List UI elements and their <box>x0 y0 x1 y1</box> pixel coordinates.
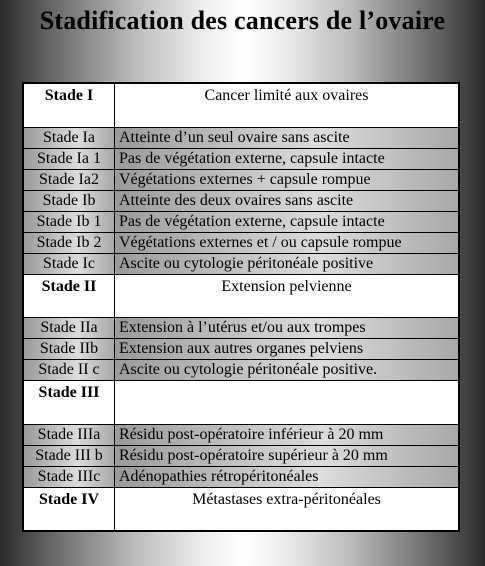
stage-description: Résidu post-opératoire supérieur à 20 mm <box>115 445 460 466</box>
stage-sub-row <box>23 338 459 359</box>
stage-description: Végétations externes et / ou capsule rompue <box>115 232 460 253</box>
stage-label: Stade IIa <box>23 317 115 338</box>
stage-label: Stade Ia <box>23 127 115 148</box>
stage-description: Ascite ou cytologie péritonéale positive. <box>115 359 460 380</box>
stage-sub-row <box>23 253 459 274</box>
stage-label: Stade IIIc <box>23 466 115 487</box>
stage-sub-row <box>23 127 459 148</box>
staging-table-body <box>23 83 459 531</box>
stage-label: Stade Ib <box>23 190 115 211</box>
stage-sub-row <box>23 211 459 232</box>
stage-description: Atteinte des deux ovaires sans ascite <box>115 190 460 211</box>
stage-sub-row <box>23 148 459 169</box>
stage-header-row <box>23 380 459 424</box>
stage-description: Adénopathies rétropéritonéales <box>115 466 460 487</box>
stage-description: Résidu post-opératoire inférieur à 20 mm <box>115 424 460 445</box>
stage-description: Pas de végétation externe, capsule intacte <box>115 211 460 232</box>
stage-label: Stade Ib 2 <box>23 232 115 253</box>
stage-label: Stade Ib 1 <box>23 211 115 232</box>
stage-sub-row <box>23 232 459 253</box>
stage-description <box>115 380 460 424</box>
stage-sub-row <box>23 359 459 380</box>
stage-label: Stade III <box>23 380 115 424</box>
stage-sub-row <box>23 169 459 190</box>
stage-label: Stade III b <box>23 445 115 466</box>
stage-label: Stade II c <box>23 359 115 380</box>
stage-description: Végétations externes + capsule rompue <box>115 169 460 190</box>
stage-description: Extension pelvienne <box>115 274 460 317</box>
stage-sub-row <box>23 190 459 211</box>
staging-table <box>22 82 460 532</box>
stage-description: Extension aux autres organes pelviens <box>115 338 460 359</box>
stage-label: Stade II <box>23 274 115 317</box>
page-title: Stadification des cancers de l’ovaire <box>39 6 446 35</box>
stage-label: Stade IV <box>23 487 115 531</box>
stage-description: Cancer limité aux ovaires <box>115 83 460 127</box>
stage-label: Stade Ic <box>23 253 115 274</box>
stage-sub-row <box>23 466 459 487</box>
stage-sub-row <box>23 317 459 338</box>
stage-label: Stade Ia 1 <box>23 148 115 169</box>
stage-description: Atteinte d’un seul ovaire sans ascite <box>115 127 460 148</box>
stage-label: Stade I <box>23 83 115 127</box>
stage-description: Extension à l’utérus et/ou aux trompes <box>115 317 460 338</box>
stage-description: Métastases extra-péritonéales <box>115 487 460 531</box>
stage-header-row <box>23 487 459 531</box>
stage-sub-row <box>23 424 459 445</box>
stage-label: Stade Ia2 <box>23 169 115 190</box>
stage-label: Stade IIb <box>23 338 115 359</box>
stage-description: Ascite ou cytologie péritonéale positive <box>115 253 460 274</box>
stage-sub-row <box>23 445 459 466</box>
stage-header-row <box>23 274 459 317</box>
stage-header-row <box>23 83 459 127</box>
stage-description: Pas de végétation externe, capsule intacte <box>115 148 460 169</box>
stage-label: Stade IIIa <box>23 424 115 445</box>
